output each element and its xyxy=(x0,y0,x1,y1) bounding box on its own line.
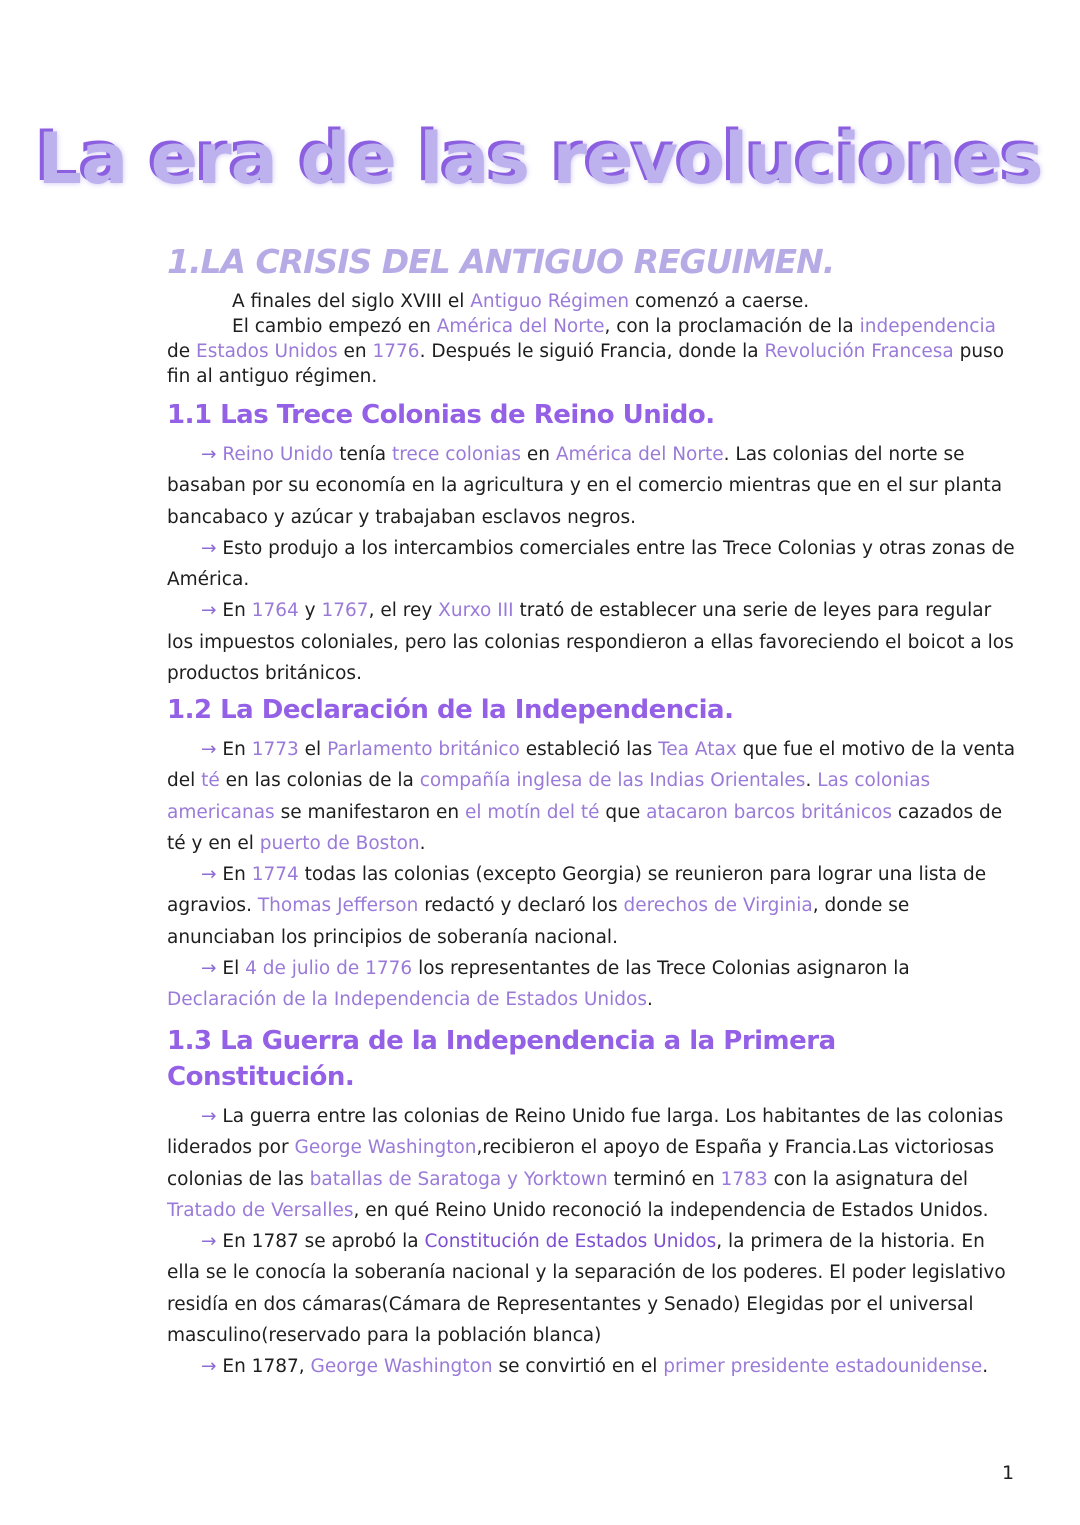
arrow-icon: → xyxy=(201,444,223,465)
text-run: Esto produjo a los intercambios comerciales entre las Trece Colonias y otras zonas de América. xyxy=(167,537,1015,591)
text-run: En xyxy=(222,600,252,622)
text-run: , en qué Reino Unido reconoció la independencia de Estados Unidos. xyxy=(353,1199,989,1221)
text-run: , la primera de la historia. En ella se le conocía la soberanía nacional y la separación de los poderes. El poder legislativo residía en dos cámaras(Cámara de Representantes y Senado) Elegidas por el universal masculino(reservado para la población blanca) xyxy=(167,1231,1006,1347)
highlighted-term: 1767 xyxy=(321,600,369,622)
text-run: cazados de té y en el xyxy=(167,801,1003,854)
arrow-icon: → xyxy=(201,739,223,760)
arrow-icon: → xyxy=(201,1356,223,1378)
text-run: se manifestaron en xyxy=(274,801,465,823)
highlighted-term: 1776 xyxy=(372,341,420,362)
highlighted-term: derechos de Virginia xyxy=(623,895,813,917)
intro-text xyxy=(167,289,1017,389)
paragraph xyxy=(167,1226,1017,1351)
highlighted-term: Tratado de Versalles xyxy=(167,1199,354,1221)
highlighted-term: Las colonias americanas xyxy=(167,770,931,823)
text-run: tenía xyxy=(333,444,392,465)
text-run: . Después le siguió Francia, donde la xyxy=(419,341,765,362)
paragraph xyxy=(167,439,1017,533)
text-run: . Las colonias del norte se basaban por su economía en la agricultura y en el comercio mientras que en el sur planta bancabaco y azúcar y trabajaban esclavos negros. xyxy=(167,444,1003,528)
highlighted-term: té xyxy=(201,770,220,792)
highlighted-term: Declaración de la Independencia de Estados Unidos xyxy=(167,989,647,1011)
text-run: En 1787, xyxy=(222,1356,311,1378)
highlighted-term: 1774 xyxy=(251,864,299,886)
highlighted-term: George Washington xyxy=(310,1356,493,1378)
text-run: que fue el motivo de la venta del xyxy=(167,739,1016,792)
paragraph xyxy=(167,595,1017,689)
text-run: en xyxy=(337,341,373,362)
highlighted-term: el motín del té xyxy=(464,801,600,823)
text-run: trató de establecer una serie de leyes para regular los impuestos coloniales, pero las colonias respondieron a ellas favoreciendo el boicot a los productos británicos. xyxy=(167,600,1014,685)
text-run: . xyxy=(646,989,653,1011)
highlighted-term: compañía inglesa de las Indias Orientales xyxy=(419,770,806,792)
paragraph xyxy=(167,289,1017,314)
highlighted-term: Constitución de Estados Unidos xyxy=(424,1231,717,1253)
text-run: todas las colonias (excepto Georgia) se reunieron para lograr una lista de agravios. xyxy=(167,864,987,917)
subsection-guerra-constitucion xyxy=(167,1023,1017,1383)
highlighted-term: George Washington xyxy=(294,1137,477,1159)
paragraph xyxy=(167,533,1017,596)
highlighted-term: Tea Atax xyxy=(658,739,737,760)
paragraph xyxy=(167,314,1017,389)
text-run: que xyxy=(599,801,647,823)
paragraph xyxy=(167,1101,1017,1226)
arrow-icon: → xyxy=(201,600,223,622)
highlighted-term: batallas de Saratoga y Yorktown xyxy=(309,1168,608,1190)
highlighted-term: Xurxo III xyxy=(438,600,514,622)
highlighted-term: primer presidente estadounidense xyxy=(663,1356,983,1378)
text-run: se convirtió en el xyxy=(492,1356,664,1378)
text-run: En xyxy=(222,864,252,886)
text-run: en las colonias de la xyxy=(219,770,420,792)
text-run: el xyxy=(298,739,328,760)
arrow-icon: → xyxy=(201,1106,223,1127)
highlighted-term: Reino Unido xyxy=(222,444,334,465)
highlighted-term: Estados Unidos xyxy=(196,341,338,362)
text-run: En xyxy=(222,739,252,760)
highlighted-term: Parlamento británico xyxy=(327,739,520,760)
text-run: redactó y declaró los xyxy=(418,895,624,917)
subsection-heading: 1.3 La Guerra de la Independencia a la Primera Constitución. xyxy=(167,1026,836,1092)
subsection-heading: 1.2 La Declaración de la Independencia. xyxy=(167,695,734,725)
arrow-icon: → xyxy=(201,864,223,886)
text-run: , donde se anunciaban los principios de soberanía nacional. xyxy=(167,895,910,948)
text-run: , con la proclamación de la xyxy=(604,316,860,337)
highlighted-term: 1783 xyxy=(720,1168,768,1190)
page-number: 1 xyxy=(1002,1462,1015,1484)
highlighted-term: Revolución Francesa xyxy=(764,341,954,362)
text-run: los representantes de las Trece Colonias asignaron la xyxy=(412,958,910,980)
highlighted-term: Thomas Jefferson xyxy=(257,895,419,917)
text-run: y xyxy=(298,600,322,622)
text-run: puso fin al antiguo régimen. xyxy=(167,341,1005,387)
text-run: estableció las xyxy=(519,739,659,760)
highlighted-term: trece colonias xyxy=(391,444,521,465)
paragraph xyxy=(167,859,1017,953)
highlighted-term: atacaron barcos británicos xyxy=(646,801,893,823)
highlighted-term: independencia xyxy=(859,316,996,337)
highlighted-term: 1764 xyxy=(251,600,299,622)
text-run: La guerra entre las colonias de Reino Unido fue larga. Los habitantes de las colonias liderados por xyxy=(167,1106,1004,1159)
text-run: ,recibieron el apoyo de España y Francia.Las victoriosas colonias de las xyxy=(167,1137,994,1190)
highlighted-term: América del Norte xyxy=(555,444,724,465)
text-run: A finales del siglo XVIII el xyxy=(232,291,471,312)
paragraph xyxy=(167,1351,1017,1382)
paragraph xyxy=(167,953,1017,1016)
text-run: , el rey xyxy=(368,600,439,622)
text-run: de xyxy=(167,341,197,362)
arrow-icon: → xyxy=(201,958,223,980)
highlighted-term: América del Norte xyxy=(436,316,605,337)
text-run: en xyxy=(521,444,556,465)
arrow-icon: → xyxy=(201,1231,223,1253)
text-run: terminó en xyxy=(607,1168,721,1190)
highlighted-term: 4 de julio de 1776 xyxy=(245,958,413,980)
highlighted-term: 1773 xyxy=(251,739,299,760)
text-run: . xyxy=(982,1356,989,1378)
highlighted-term: puerto de Boston xyxy=(259,832,420,854)
text-run: con la asignatura del xyxy=(767,1168,969,1190)
highlighted-term: Antiguo Régimen xyxy=(470,291,630,312)
subsection-trece-colonias xyxy=(167,397,1017,689)
subsection-declaracion xyxy=(167,692,1017,1016)
text-run: . xyxy=(805,770,818,792)
subsection-heading: 1.1 Las Trece Colonias de Reino Unido. xyxy=(167,400,715,430)
text-run: . xyxy=(419,832,426,854)
text-run: En 1787 se aprobó la xyxy=(222,1231,425,1253)
paragraph xyxy=(167,734,1017,859)
arrow-icon: → xyxy=(201,537,223,559)
text-run: comenzó a caerse. xyxy=(629,291,810,312)
section-heading: 1.LA CRISIS DEL ANTIGUO REGUIMEN. xyxy=(167,242,835,281)
text-run: El xyxy=(222,958,246,980)
document-title: La era de las revoluciones xyxy=(37,118,1043,200)
text-run: El cambio empezó en xyxy=(232,316,437,337)
